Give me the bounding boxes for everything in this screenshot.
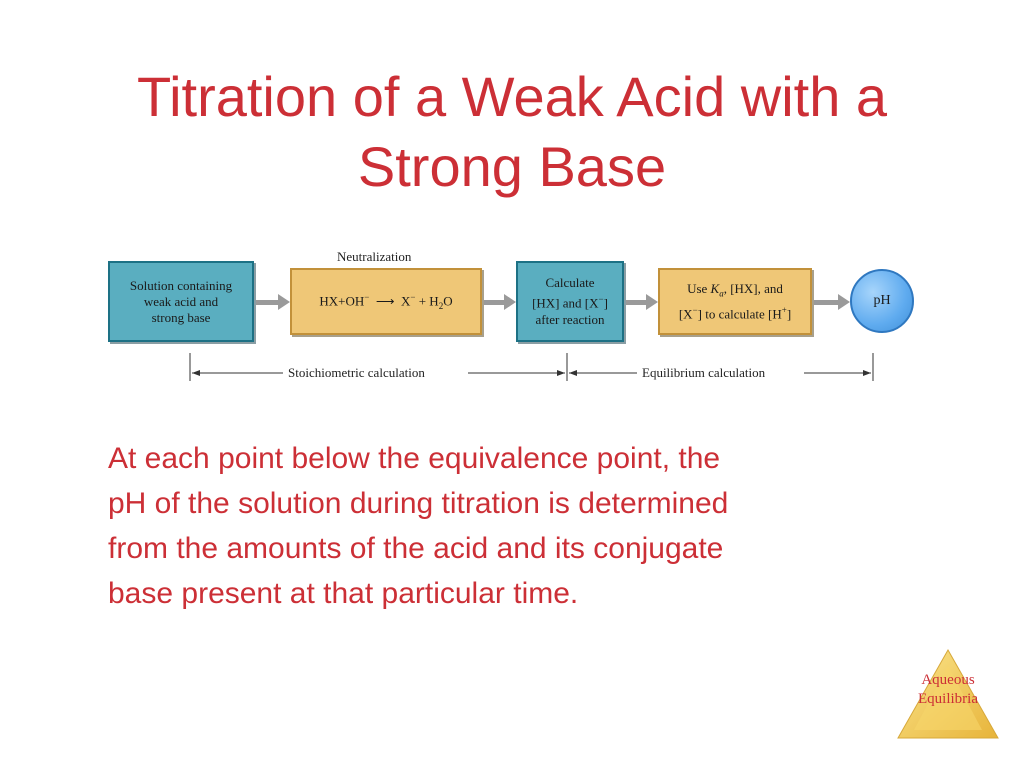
calculate-line-1: Calculate — [545, 275, 595, 291]
solution-box-line-1: Solution containing — [129, 277, 233, 293]
body-line-4: base present at that particular time. — [108, 577, 579, 610]
badge-line-2: Equilibria — [918, 691, 978, 707]
calculate-line-2: [HX] and [X−] — [532, 294, 608, 311]
title-line-1: Titration of a Weak Acid with a — [136, 65, 888, 128]
neutralization-box — [290, 268, 482, 335]
solution-box — [108, 261, 254, 342]
equilibrium-box — [658, 268, 812, 335]
calculate-line-3: after reaction — [535, 311, 605, 327]
arrow-4 — [814, 297, 850, 307]
neutralization-label: Neutralization — [337, 249, 412, 264]
solution-box-line-2: weak acid and — [143, 293, 219, 309]
ph-circle — [850, 269, 914, 333]
ph-label: pH — [873, 293, 891, 308]
title-line-2: Strong Base — [357, 135, 667, 198]
stoichiometric-calculation-label: Stoichiometric calculation — [288, 365, 425, 380]
neutralization-equation: HX+OH− ⟶ $X^- + H_2O$ — [319, 292, 453, 311]
calculation-span-brackets — [100, 347, 930, 387]
titration-flow-diagram — [100, 245, 930, 390]
body-line-1: At each point below the equivalence point, the — [108, 442, 721, 475]
equilibrium-calculation-label: Equilibrium calculation — [642, 365, 766, 380]
badge-line-1: Aqueous — [921, 672, 975, 688]
body-line-3: from the amounts of the acid and its conjugate — [108, 532, 724, 565]
solution-box-line-3: strong base — [151, 309, 211, 325]
body-line-2: pH of the solution during titration is determined — [108, 487, 729, 520]
reaction-arrow: ⟶ — [372, 293, 398, 309]
equilibrium-line-1: Use $K_a$, [HX], and — [687, 281, 783, 299]
slide-title — [0, 62, 1024, 202]
equilibrium-line-2: [X−] to calculate [H+] — [678, 304, 792, 321]
arrow-3 — [626, 297, 658, 307]
badge-text — [896, 671, 1000, 709]
arrow-2 — [484, 297, 516, 307]
arrow-1 — [256, 297, 290, 307]
calculate-box — [516, 261, 624, 342]
body-paragraph — [108, 436, 948, 616]
